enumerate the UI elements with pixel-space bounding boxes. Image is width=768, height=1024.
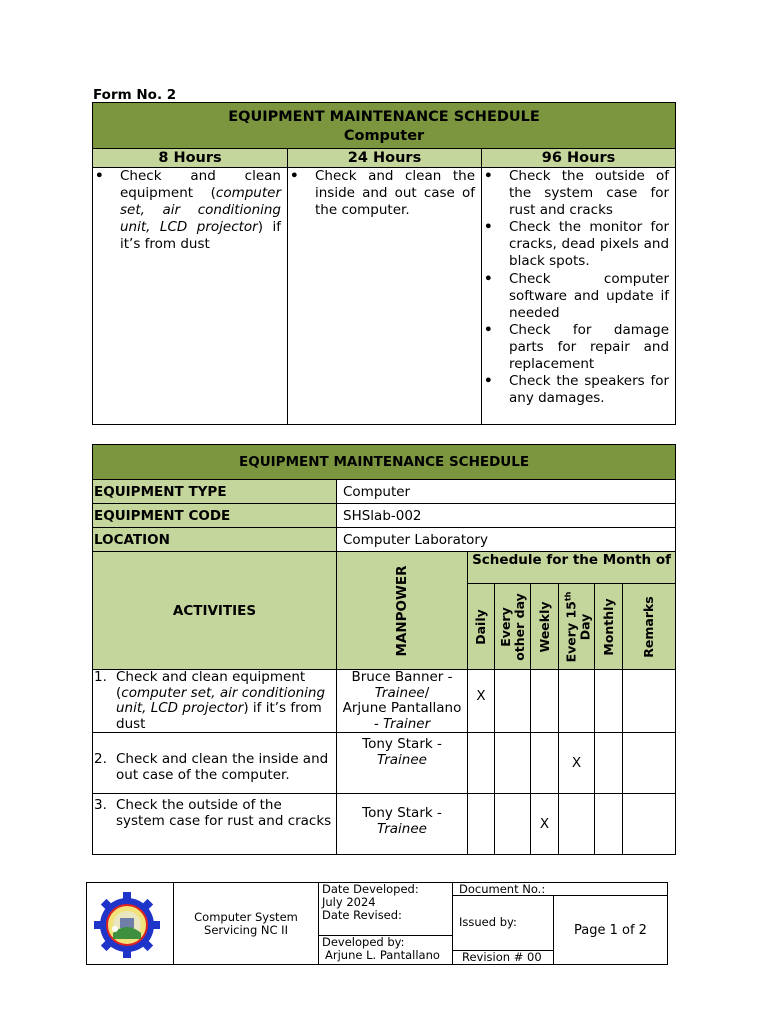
every-other-day-mark <box>495 794 531 855</box>
col-24-hours-tasks <box>288 168 482 425</box>
activity-cell: 1. Check and clean equipment (computer set, air conditioning unit, LCD projector) if it’s from dust <box>93 670 337 733</box>
task-item: • Check the outside of the system case for rust and cracks <box>482 168 669 219</box>
every-other-day-header: Every other day <box>495 584 531 670</box>
date-developed-label: Date Developed: <box>322 882 419 896</box>
every-15th-day-mark: X <box>559 733 595 794</box>
equipment-code-label: EQUIPMENT CODE <box>93 504 337 528</box>
equipment-type-label: EQUIPMENT TYPE <box>93 480 337 504</box>
col-96-hours-header: 96 Hours <box>482 149 676 168</box>
footer-dates-cell <box>319 883 453 964</box>
every-15th-day-mark <box>559 670 595 733</box>
remarks-header: Remarks <box>623 584 676 670</box>
col-96-hours-tasks <box>482 168 676 425</box>
col-24-hours-header: 24 Hours <box>288 149 482 168</box>
every-15th-day-header: Every 15th Day <box>559 584 595 670</box>
maintenance-schedule-detail-table <box>92 444 676 855</box>
remarks-cell <box>623 733 676 794</box>
task-item: • Check for damage parts for repair and replacement <box>482 322 669 373</box>
manpower-label: MANPOWER <box>394 564 410 657</box>
document-no-row <box>453 883 667 896</box>
monthly-header: Monthly <box>595 584 623 670</box>
every-other-day-mark <box>495 670 531 733</box>
weekly-mark: X <box>531 794 559 855</box>
weekly-mark <box>531 733 559 794</box>
program-line-1: Computer System <box>194 909 298 924</box>
remarks-cell <box>623 794 676 855</box>
date-revised-label: Date Revised: <box>322 908 402 922</box>
detail-schedule-title: EQUIPMENT MAINTENANCE SCHEDULE <box>93 445 676 480</box>
footer-program-cell <box>174 883 319 964</box>
weekly-mark <box>531 670 559 733</box>
activities-header: ACTIVITIES <box>93 552 337 670</box>
activity-cell: 3. Check the outside of the system case for rust and cracks <box>93 794 337 855</box>
manpower-cell: Bruce Banner - Trainee/ Arjune Pantallano - Trainer <box>337 670 468 733</box>
col-8-hours-tasks <box>93 168 288 425</box>
date-developed-value: July 2024 <box>322 895 376 909</box>
daily-mark: X <box>468 670 495 733</box>
manpower-cell: Tony Stark - Trainee <box>337 733 468 794</box>
daily-mark <box>468 733 495 794</box>
document-footer <box>86 882 668 965</box>
school-logo-icon <box>93 891 161 959</box>
schedule-title: EQUIPMENT MAINTENANCE SCHEDULE <box>228 109 540 125</box>
col-8-hours-header: 8 Hours <box>93 149 288 168</box>
schedule-header <box>93 103 676 149</box>
every-other-day-mark <box>495 733 531 794</box>
equipment-code-value: SHSlab-002 <box>337 504 676 528</box>
developed-by-value: Arjune L. Pantallano <box>325 948 440 962</box>
activity-cell: 2. Check and clean the inside and out case of the computer. <box>93 733 337 794</box>
issued-by-label: Issued by: <box>459 915 517 929</box>
every-15th-day-mark <box>559 794 595 855</box>
monthly-mark <box>595 733 623 794</box>
footer-logo-cell <box>87 883 174 964</box>
developed-by-label: Developed by: <box>322 935 405 949</box>
revision-label: Revision # 00 <box>462 950 542 964</box>
location-value: Computer Laboratory <box>337 528 676 552</box>
task-item: • Check and clean equipment (computer set, air conditioning unit, LCD projector) if it’s from dust <box>93 168 281 253</box>
maintenance-schedule-hours-table <box>92 102 676 425</box>
daily-mark <box>468 794 495 855</box>
program-line-2: Servicing NC II <box>204 922 288 937</box>
remarks-cell <box>623 670 676 733</box>
page-number: Page 1 of 2 <box>574 922 647 938</box>
table-row <box>93 794 676 855</box>
manpower-header <box>337 552 468 670</box>
equipment-type-value: Computer <box>337 480 676 504</box>
monthly-mark <box>595 670 623 733</box>
task-item: • Check and clean the inside and out case of the computer. <box>288 168 475 219</box>
task-item: • Check computer software and update if needed <box>482 271 669 322</box>
monthly-mark <box>595 794 623 855</box>
table-row <box>93 733 676 794</box>
task-item: • Check the speakers for any damages. <box>482 373 669 407</box>
schedule-month-header: Schedule for the Month of <box>468 552 676 584</box>
document-no-label: Document No.: <box>459 882 546 896</box>
table-row <box>93 670 676 733</box>
location-label: LOCATION <box>93 528 337 552</box>
manpower-cell: Tony Stark - Trainee <box>337 794 468 855</box>
form-number: Form No. 2 <box>93 87 177 103</box>
task-item: • Check the monitor for cracks, dead pixels and black spots. <box>482 219 669 270</box>
weekly-header: Weekly <box>531 584 559 670</box>
daily-header: Daily <box>468 584 495 670</box>
schedule-subtitle: Computer <box>343 128 425 144</box>
